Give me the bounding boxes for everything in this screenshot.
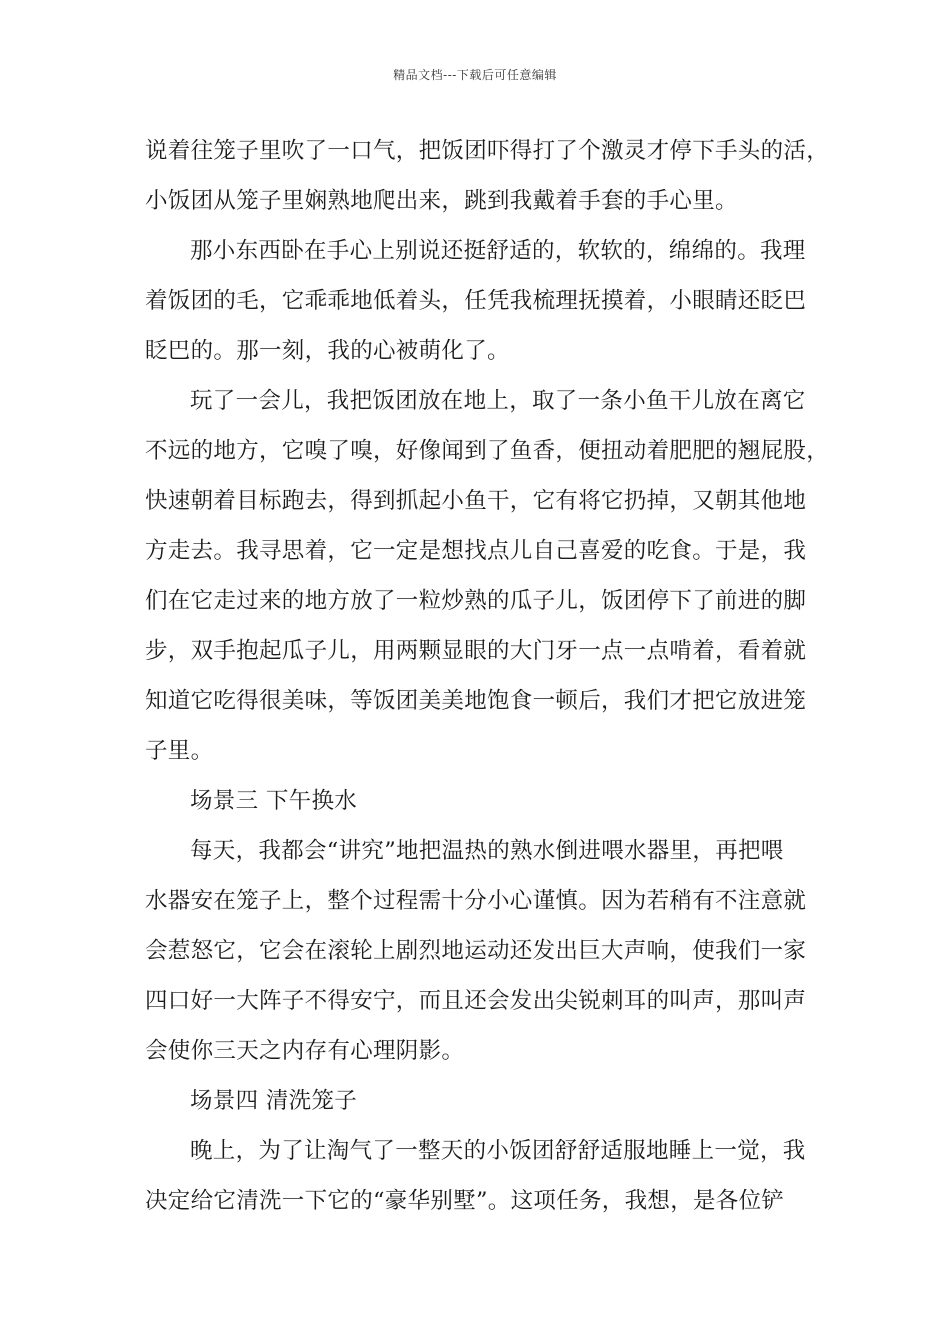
- text-line: 步，双手抱起瓜子儿，用两颗显眼的大门牙一点一点啃着，看着就: [145, 638, 807, 664]
- text-line: 眨巴的。那一刻，我的心被萌化了。: [145, 338, 510, 364]
- text-line: 每天，我都会“讲究”地把温热的熟水倒进喂水器里，再把喂: [190, 838, 784, 864]
- text-line: 场景三 下午换水: [190, 788, 358, 814]
- text-line: 四口好一大阵子不得安宁，而且还会发出尖锐刺耳的叫声，那叫声: [145, 988, 807, 1014]
- text-line: 决定给它清洗一下它的“豪华别墅”。这项任务，我想，是各位铲: [145, 1188, 785, 1214]
- text-line: 知道它吃得很美味，等饭团美美地饱食一顿后，我们才把它放进笼: [145, 688, 807, 714]
- text-line: 会惹怒它，它会在滚轮上剧烈地运动还发出巨大声响，使我们一家: [145, 938, 807, 964]
- text-line: 会使你三天之内存有心理阴影。: [145, 1038, 465, 1064]
- text-line: 子里。: [145, 738, 214, 764]
- document-body: [145, 126, 830, 1226]
- text-line: 晚上，为了让淘气了一整天的小饭团舒舒适服地睡上一觉，我: [190, 1138, 806, 1164]
- text-line: 说着往笼子里吹了一口气，把饭团吓得打了个激灵才停下手头的活，: [145, 138, 830, 164]
- text-line: 玩了一会儿，我把饭团放在地上，取了一条小鱼干儿放在离它: [190, 388, 806, 414]
- text-line: 不远的地方，它嗅了嗅，好像闻到了鱼香，便扭动着肥肥的翘屁股，: [145, 438, 830, 464]
- page-header: 精品文档---下载后可任意编辑: [393, 68, 557, 82]
- text-line: 们在它走过来的地方放了一粒炒熟的瓜子儿，饭团停下了前进的脚: [145, 588, 807, 614]
- text-line: 水器安在笼子上，整个过程需十分小心谨慎。因为若稍有不注意就: [145, 888, 807, 914]
- text-line: 那小东西卧在手心上别说还挺舒适的，软软的，绵绵的。我理: [190, 238, 806, 264]
- text-line: 方走去。我寻思着，它一定是想找点儿自己喜爱的吃食。于是，我: [145, 538, 807, 564]
- text-line: 快速朝着目标跑去，得到抓起小鱼干，它有将它扔掉，又朝其他地: [145, 488, 807, 514]
- text-line: 着饭团的毛，它乖乖地低着头，任凭我梳理抚摸着，小眼睛还眨巴: [145, 288, 807, 314]
- text-line: 场景四 清洗笼子: [190, 1088, 358, 1114]
- text-line: 小饭团从笼子里娴熟地爬出来，跳到我戴着手套的手心里。: [145, 188, 738, 214]
